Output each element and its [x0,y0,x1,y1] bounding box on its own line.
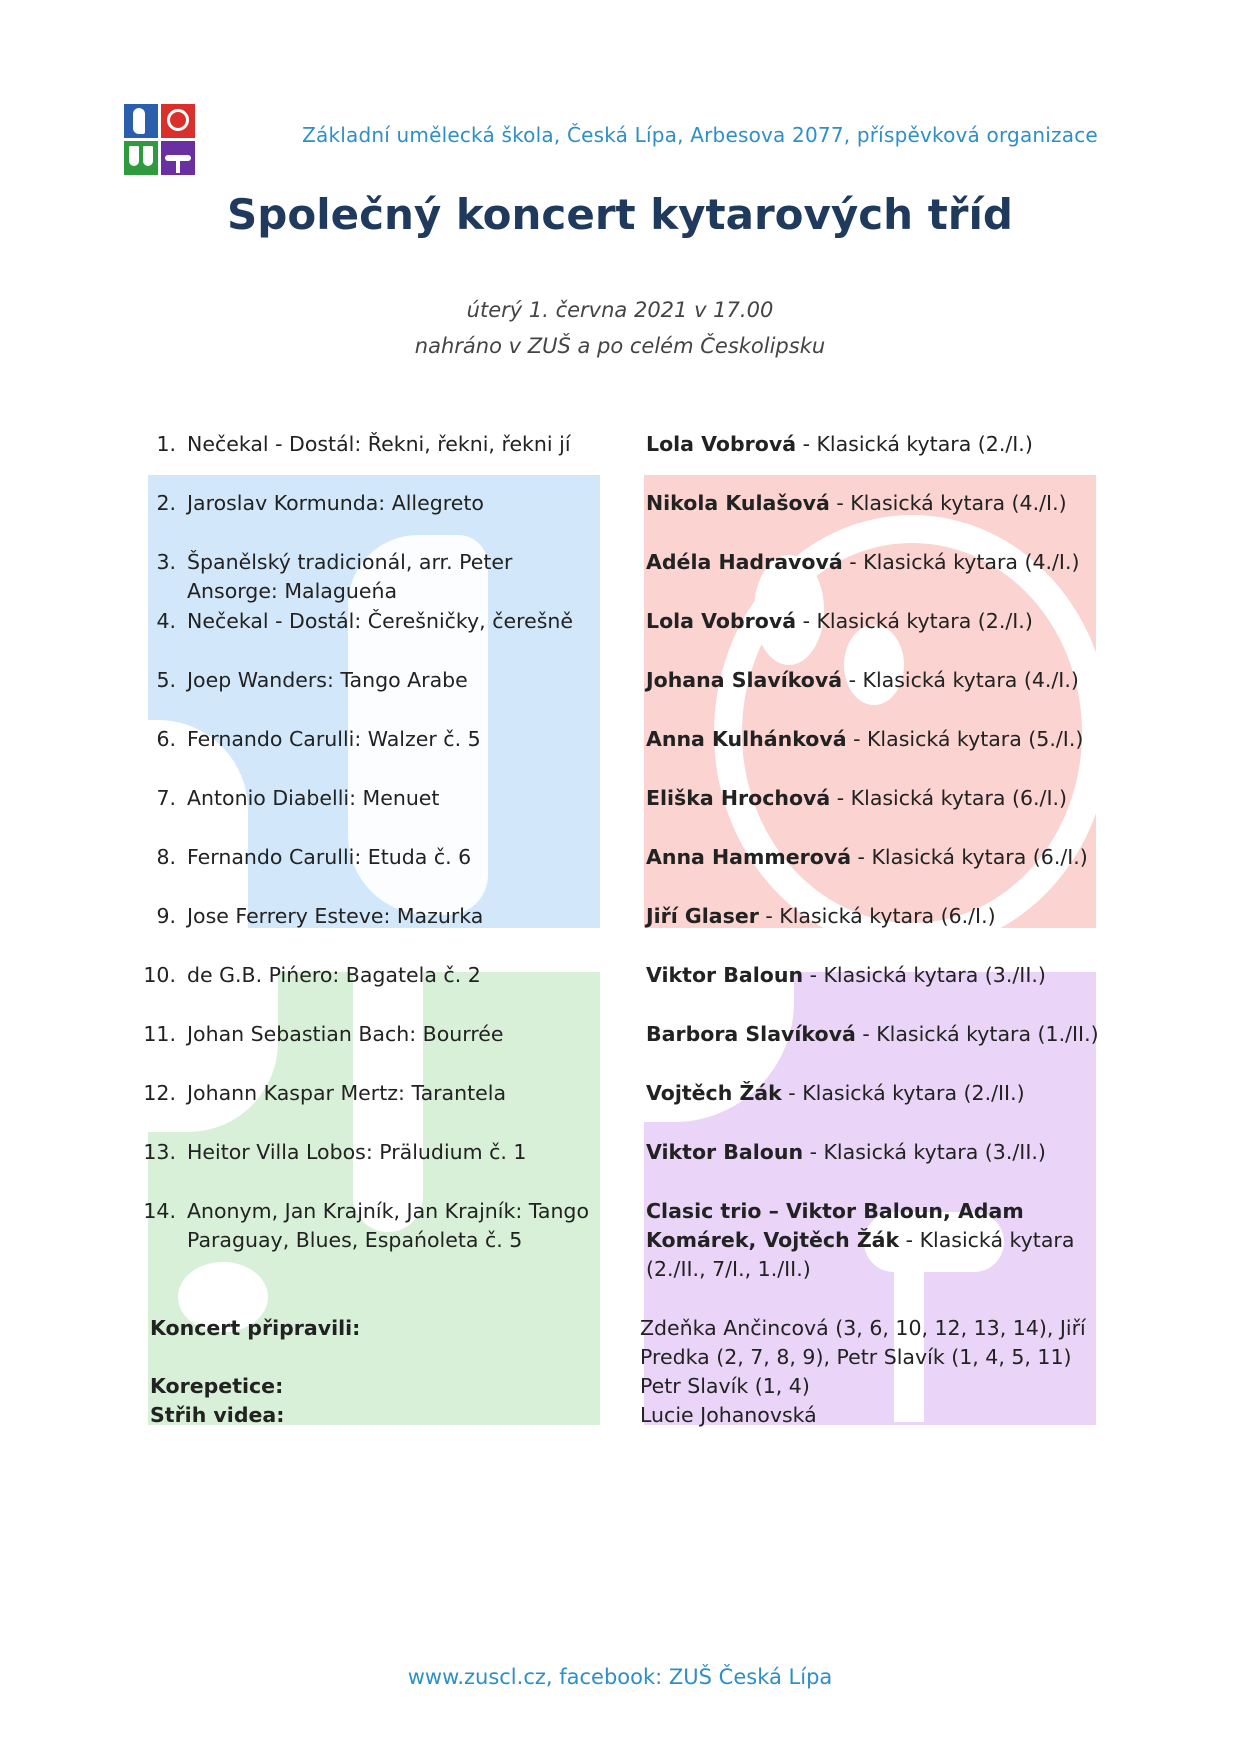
performer-name: Eliška Hrochová [646,786,831,810]
piece-title: Fernando Carulli: Etuda č. 6 [187,845,472,869]
item-number: 8. [156,845,176,869]
performer-name: Nikola Kulašová [646,491,830,515]
piece-title: Fernando Carulli: Walzer č. 5 [187,727,481,751]
item-number: 13. [143,1140,176,1164]
performer-instrument: - Klasická kytara (2./II., 7/I., 1./II.) [646,1228,1075,1281]
performer-info [646,725,1116,754]
item-number: 4. [156,609,176,633]
bg-mask-shape [148,972,278,1132]
performer-instrument: - Klasická kytara (4./I.) [842,668,1079,692]
performer-name: Vojtěch Žák [646,1081,782,1105]
piece-title: Johann Kaspar Mertz: Tarantela [187,1081,507,1105]
item-number: 6. [156,727,176,751]
performer-name: Jiří Glaser [646,904,759,928]
performer-info [646,784,1116,813]
item-number: 14. [143,1199,176,1223]
concert-place: nahráno v ZUŠ a po celém Českolipsku [414,334,826,358]
piece-title: Johan Sebastian Bach: Bourrée [187,1022,504,1046]
performer-info [646,1197,1116,1284]
performer-info [646,1138,1116,1167]
performer-instrument: - Klasická kytara (4./I.) [829,491,1067,515]
performer-instrument: - Klasická kytara (1./II.) [855,1022,1099,1046]
performer-info [646,666,1116,695]
piece-title: Antonio Diabelli: Menuet [187,786,440,810]
performer-info [646,902,1116,931]
credits-section [0,1314,1240,1434]
editing-value: Lucie Johanovská [640,1403,817,1427]
item-number: 1. [156,432,176,456]
performer-instrument: - Klasická kytara (5./I.) [846,727,1084,751]
item-number: 9. [156,904,176,928]
piece-title: Heitor Villa Lobos: Präludium č. 1 [187,1140,527,1164]
performer-instrument: - Klasická kytara (2./I.) [796,432,1033,456]
item-number: 2. [156,491,176,515]
performer-name: Barbora Slavíková [646,1022,856,1046]
logo-drama-block [124,141,158,175]
logo-art-block [161,104,195,138]
performer-info [646,548,1116,577]
performer-name: Viktor Baloun [646,963,804,987]
page-title: Společný koncert kytarových tříd [227,190,1013,239]
performer-name: Clasic trio – Viktor Baloun, Adam Komárek, Vojtěch Žák [646,1199,1024,1252]
performer-instrument: - Klasická kytara (2./I.) [796,609,1033,633]
accompaniment-value: Petr Slavík (1, 4) [640,1374,810,1398]
piece-title: Anonym, Jan Krajník, Jan Krajník: Tango Paraguay, Blues, Espańoleta č. 5 [187,1199,589,1252]
piece-title: Španělský tradicionál, arr. Peter Ansorge: Malagueńa [187,550,513,603]
performer-instrument: - Klasická kytara (3./II.) [803,963,1046,987]
performer-name: Viktor Baloun [646,1140,804,1164]
piece-title: Joep Wanders: Tango Arabe [187,668,468,692]
performer-name: Lola Vobrová [646,609,797,633]
performer-instrument: - Klasická kytara (6./I.) [758,904,996,928]
prepared-label: Koncert připravili: [150,1316,361,1340]
performer-name: Lola Vobrová [646,432,797,456]
performer-info [646,961,1116,990]
item-number: 10. [143,963,176,987]
concert-date: úterý 1. června 2021 v 17.00 [466,298,774,322]
performer-info [646,430,1116,459]
item-number: 12. [143,1081,176,1105]
piece-title: de G.B. Pińero: Bagatela č. 2 [187,963,481,987]
performer-info [646,843,1116,872]
accompaniment-label: Korepetice: [150,1374,284,1398]
item-number: 5. [156,668,176,692]
performer-info [646,607,1116,636]
piece-title: Jose Ferrery Esteve: Mazurka [187,904,484,928]
prepared-value: Zdeňka Ančincová (3, 6, 10, 12, 13, 14), Jiří Predka (2, 7, 8, 9), Petr Slavík (1, 4, 5, 11) [640,1316,1086,1369]
performer-instrument: - Klasická kytara (6./I.) [851,845,1088,869]
school-name: Základní umělecká škola, Česká Lípa, Arbesova 2077, příspěvková organizace [302,123,1098,147]
performer-instrument: - Klasická kytara (3./II.) [803,1140,1046,1164]
editing-label: Střih videa: [150,1403,285,1427]
school-logo [124,104,196,176]
piece-title: Nečekal - Dostál: Čerešničky, čerešně [187,609,573,633]
performer-info [646,1020,1116,1049]
item-number: 11. [143,1022,176,1046]
performer-name: Johana Slavíková [646,668,843,692]
performer-info [646,1079,1116,1108]
performer-name: Anna Hammerová [646,845,852,869]
performer-name: Adéla Hadravová [646,550,843,574]
logo-music-block [124,104,158,138]
performer-info [646,489,1116,518]
item-number: 3. [156,550,176,574]
piece-title: Nečekal - Dostál: Řekni, řekni, řekni jí [187,432,571,456]
item-number: 7. [156,786,176,810]
footer-links[interactable]: www.zuscl.cz, facebook: ZUŠ Česká Lípa [407,1665,833,1689]
performer-instrument: - Klasická kytara (6./I.) [830,786,1068,810]
performer-instrument: - Klasická kytara (4./I.) [842,550,1080,574]
performer-instrument: - Klasická kytara (2./II.) [781,1081,1025,1105]
piece-title: Jaroslav Kormunda: Allegreto [187,491,484,515]
logo-dance-block [161,141,195,175]
performer-name: Anna Kulhánková [646,727,847,751]
